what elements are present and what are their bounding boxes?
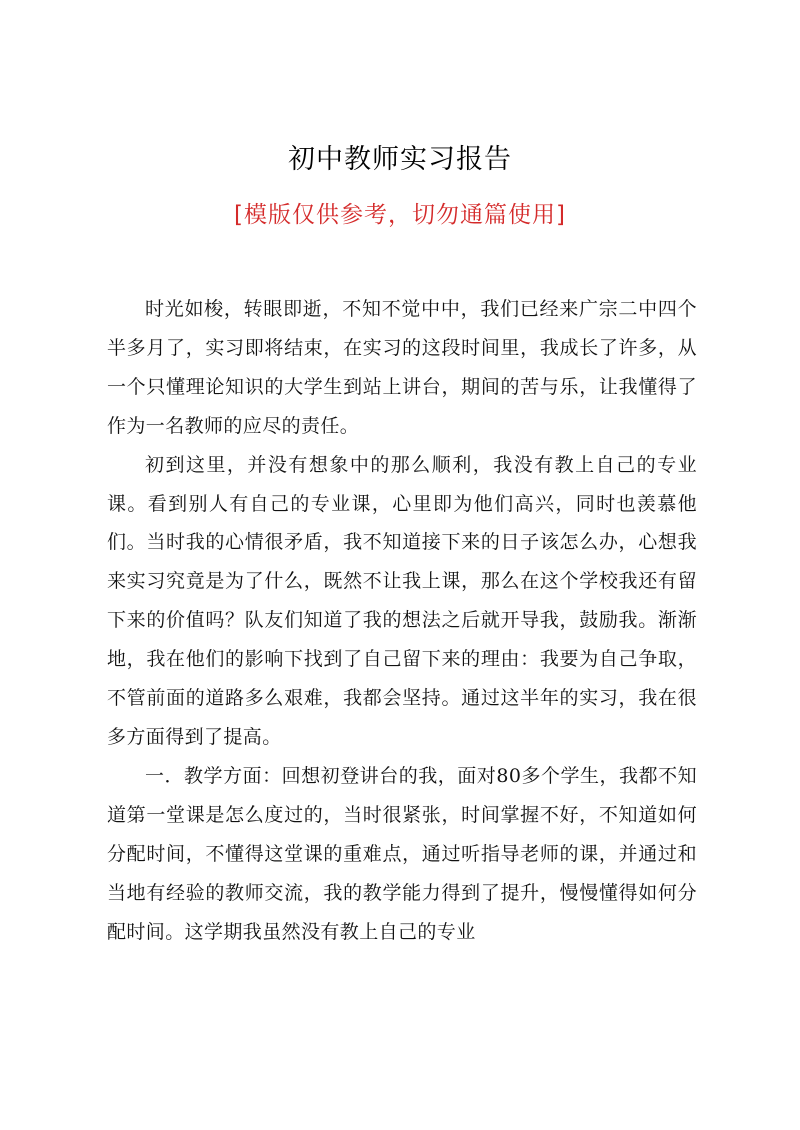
- template-notice: [模版仅供参考，切勿通篇使用]: [234, 202, 566, 228]
- document-body: [107, 290, 697, 951]
- paragraph: 一．教学方面：回想初登讲台的我，面对80多个学生，我都不知道第一堂课是怎么度过的，当时很紧张，时间掌握不好，不知道如何分配时间，不懂得这堂课的重难点，通过听指导老师的课，并通过和当地有经验的教师交流，我的教学能力得到了提升，慢慢懂得如何分配时间。这学期我虽然没有教上自己的专业: [107, 764, 697, 943]
- paragraph: 初到这里，并没有想象中的那么顺利，我没有教上自己的专业课。看到别人有自己的专业课，心里即为他们高兴，同时也羡慕他们。当时我的心情很矛盾，我不知道接下来的日子该怎么办，心想我来实习究竟是为了什么，既然不让我上课，那么在这个学校我还有留下来的价值吗？队友们知道了我的想法之后就开导我，鼓励我。渐渐地，我在他们的影响下找到了自己留下来的理由：我要为自己争取，不管前面的道路多么艰难，我都会坚持。通过这半年的实习，我在很多方面得到了提高。: [107, 453, 697, 748]
- paragraph: 时光如梭，转眼即逝，不知不觉中中，我们已经来广宗二中四个半多月了，实习即将结束，在实习的这段时间里，我成长了许多，从一个只懂理论知识的大学生到站上讲台，期间的苦与乐，让我懂得了作为一名教师的应尽的责任。: [107, 298, 697, 437]
- document-title: 初中教师实习报告: [288, 144, 512, 175]
